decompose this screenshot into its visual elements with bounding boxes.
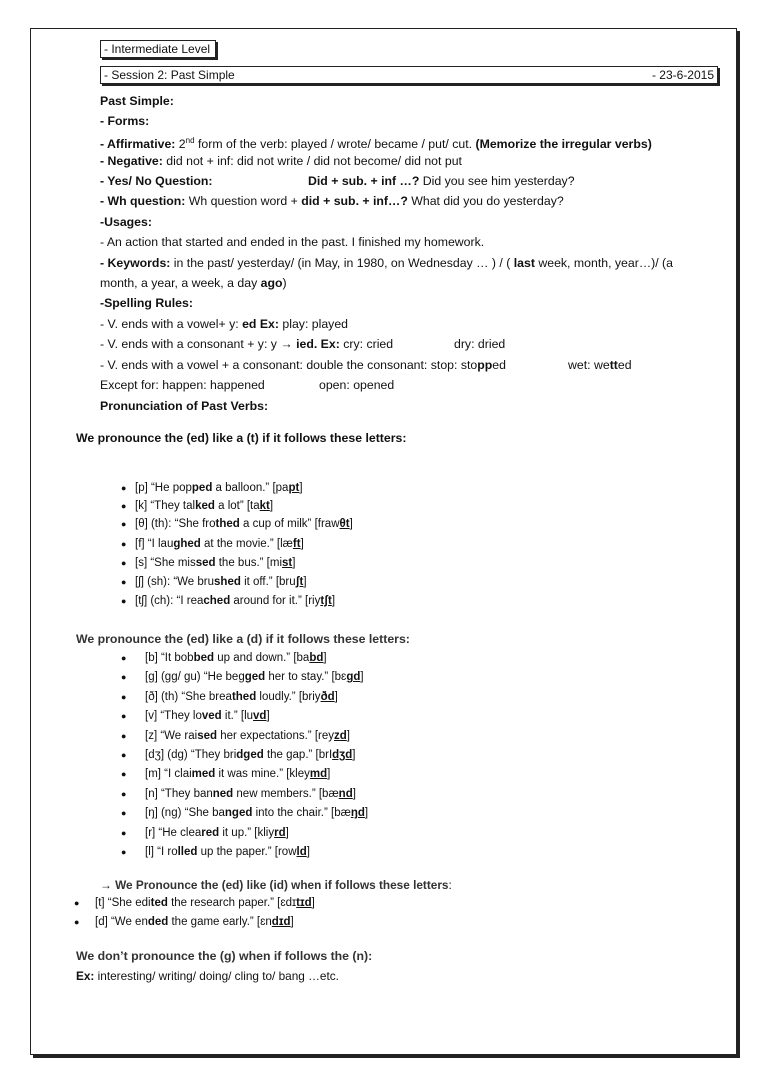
bullet-icon: ● — [121, 483, 127, 493]
t-section-heading: We pronounce the (ed) like a (t) if it follows these letters: — [76, 431, 407, 445]
spelling-rule-3: - V. ends with a vowel + a consonant: double the consonant: stop: stopped wet: wetted — [100, 358, 632, 372]
list-item: [l] “I rolled up the paper.” [rowld] — [145, 846, 310, 858]
bullet-icon: ● — [121, 769, 127, 780]
bullet-icon: ● — [121, 808, 127, 819]
list-item: [ð] (th) “She breathed loudly.” [briyðd] — [145, 690, 338, 703]
bullet-icon: ● — [121, 596, 127, 606]
g-section-heading: We don’t pronounce the (g) when if follows the (n): — [76, 949, 373, 963]
g-example-line: Ex: interesting/ writing/ doing/ cling to/ bang …etc. — [76, 969, 339, 983]
wh-line: - Wh question: Wh question word + did + sub. + inf…? What did you do yesterday? — [100, 194, 564, 208]
bullet-icon: ● — [121, 691, 127, 702]
bullet-icon: ● — [74, 898, 80, 908]
list-item: [dʒ] (dg) “They bridged the gap.” [brIdʒd] — [145, 749, 356, 761]
bullet-icon: ● — [121, 788, 127, 799]
bullet-icon: ● — [121, 539, 127, 549]
bullet-icon: ● — [121, 827, 127, 838]
spelling-rule-1: - V. ends with a vowel+ y: ed Ex: play: played — [100, 317, 349, 331]
bullet-icon: ● — [121, 558, 127, 568]
list-item: [tʃ] (ch): “I reached around for it.” [riytʃt] — [135, 595, 336, 607]
list-item: [b] “It bobbed up and down.” [babd] — [145, 652, 327, 664]
list-item: [t] “She edited the research paper.” [ɛdɪtɪd] — [95, 897, 315, 909]
bullet-icon: ● — [121, 847, 127, 857]
bullet-icon: ● — [121, 711, 127, 722]
bullet-icon: ● — [121, 730, 127, 741]
list-item: [ʃ] (sh): “We brushed it off.” [bruʃt] — [135, 576, 307, 588]
bullet-icon: ● — [121, 577, 127, 587]
list-item: [g] (gg/ gu) “He begged her to stay.” [bɛgd] — [145, 671, 364, 684]
except-line: Except for: happen: happened open: opened — [100, 378, 395, 392]
list-item: [k] “They talked a lot” [takt] — [135, 500, 274, 512]
level-box — [100, 40, 216, 58]
bullet-icon: ● — [121, 653, 127, 663]
list-item: [v] “They loved it.” [luvd] — [145, 710, 270, 723]
session-label: - Session 2: Past Simple — [104, 68, 235, 82]
bullet-icon: ● — [121, 519, 127, 529]
list-item: [n] “They banned new members.” [bænd] — [145, 787, 356, 800]
usage-line: - An action that started and ended in the past. I finished my homework. — [100, 235, 485, 249]
past-simple-title: Past Simple: — [100, 94, 174, 108]
list-item: [r] “He cleared it up.” [kliyrd] — [145, 826, 289, 839]
session-box — [100, 66, 718, 84]
list-item: [s] “She missed the bus.” [mist] — [135, 557, 296, 569]
bullet-icon: ● — [74, 917, 80, 927]
id-section-heading: → We Pronounce the (ed) like (id) when if follows these letters: — [100, 878, 452, 892]
pronunciation-label: Pronunciation of Past Verbs: — [100, 399, 269, 413]
list-item: [ŋ] (ng) “She banged into the chair.” [bæŋd] — [145, 807, 369, 820]
bullet-icon: ● — [121, 672, 127, 683]
keywords-line-2: month, a year, a week, a day ago) — [100, 276, 287, 290]
negative-line: - Negative: did not + inf: did not write / did not become/ did not put — [100, 154, 462, 168]
keywords-line: - Keywords: in the past/ yesterday/ (in May, in 1980, on Wednesday … ) / ( last week, month, year…)/ (a — [100, 256, 673, 270]
d-section-heading: We pronounce the (ed) like a (d) if it follows these letters: — [76, 632, 410, 646]
list-item: [θ] (th): “She frothed a cup of milk” [frawθt] — [135, 518, 353, 530]
list-item: [d] “We ended the game early.” [ɛndɪd] — [95, 916, 294, 928]
session-date: - 23-6-2015 — [651, 68, 714, 82]
affirmative-line: - Affirmative: 2nd form of the verb: played / wrote/ became / put/ cut. (Memorize the irregular verbs) — [100, 136, 652, 152]
list-item: [z] “We raised her expectations.” [reyzd] — [145, 729, 350, 742]
list-item: [f] “I laughed at the movie.” [læft] — [135, 538, 304, 550]
bullet-icon: ● — [121, 501, 127, 511]
list-item: [m] “I claimed it was mine.” [kleymd] — [145, 768, 331, 781]
list-item: [p] “He popped a balloon.” [papt] — [135, 482, 303, 494]
arrow-icon: → — [100, 878, 112, 892]
yesno-line: - Yes/ No Question: Did + sub. + inf …? Did you see him yesterday? — [100, 174, 575, 188]
forms-label: - Forms: — [100, 114, 150, 128]
spelling-label: -Spelling Rules: — [100, 296, 193, 310]
level-label: - Intermediate Level — [104, 42, 211, 56]
spelling-rule-2: - V. ends with a consonant + y: y → ied. Ex: cry: cried dry: dried — [100, 337, 506, 351]
usages-label: -Usages: — [100, 215, 152, 229]
bullet-icon: ● — [121, 750, 127, 760]
